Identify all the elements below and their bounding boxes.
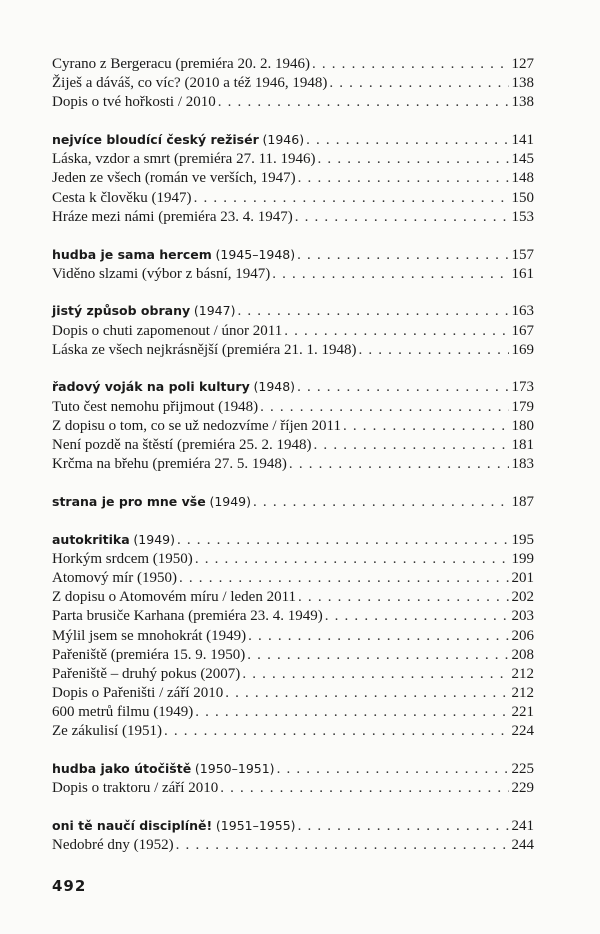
page-ref: 202 (511, 589, 534, 606)
dot-leader (164, 723, 509, 740)
page-ref: 229 (511, 780, 534, 797)
toc-section-heading (52, 132, 534, 151)
page-ref: 187 (511, 493, 534, 510)
entry-title: Ze zákulisí (1951) (52, 723, 162, 740)
toc-entry (52, 399, 534, 418)
section-title-text: strana je pro mne vše (52, 493, 206, 509)
table-of-contents (52, 56, 534, 856)
entry-title: Žiješ a dáváš, co víc? (2010 a též 1946, 1948) (52, 75, 328, 92)
page-ref: 150 (511, 189, 534, 206)
page-ref: 206 (511, 627, 534, 644)
toc-section-heading (52, 303, 534, 322)
toc-entry (52, 190, 534, 209)
page-ref: 161 (511, 265, 534, 282)
page-ref: 127 (511, 56, 534, 72)
dot-leader (312, 56, 509, 73)
entry-title: Dopis o traktoru / září 2010 (52, 780, 219, 797)
section-years: (1945–1948) (215, 246, 296, 262)
entry-title: Dopis o chuti zapomenout / únor 2011 (52, 322, 283, 339)
section-title-text: jistý způsob obrany (52, 303, 191, 319)
page-ref: 224 (511, 723, 534, 740)
entry-title: Dopis o Pařeništi / září 2010 (52, 685, 224, 702)
entry-title: Tuto čest nemohu přijmout (1948) (52, 398, 259, 415)
dot-leader (253, 494, 508, 511)
section-title (52, 303, 235, 320)
section-gap (52, 513, 534, 532)
page-ref: 203 (511, 608, 534, 625)
dot-leader (177, 532, 509, 549)
entry-title: Pařeniště (premiéra 15. 9. 1950) (52, 646, 246, 663)
dot-leader (298, 589, 508, 606)
section-years: (1949) (209, 493, 252, 509)
toc-entry (52, 209, 534, 228)
section-title-text: řadový voják na poli kultury (52, 379, 250, 395)
section-years: (1951–1955) (215, 818, 296, 833)
dot-leader (248, 628, 508, 645)
section-gap (52, 114, 534, 133)
dot-leader (329, 75, 508, 92)
dot-leader (225, 685, 508, 702)
dot-leader (358, 342, 508, 359)
entry-title: Pařeniště – druhý pokus (2007) (52, 665, 241, 682)
entry-title: Láska, vzdor a smrt (premiéra 27. 11. 1946) (52, 151, 316, 168)
section-title (52, 761, 275, 778)
toc-entry (52, 56, 534, 75)
dot-leader (343, 418, 509, 435)
dot-leader (298, 170, 509, 187)
entry-title: Láska ze všech nejkrásnější (premiéra 21. 1. 1948) (52, 341, 357, 358)
section-gap (52, 475, 534, 494)
toc-entry (52, 589, 534, 608)
dot-leader (318, 151, 509, 168)
entry-title: Mýlil jsem se mnohokrát (1949) (52, 627, 247, 644)
dot-leader (272, 266, 508, 283)
page-ref: 195 (511, 531, 534, 548)
toc-section-heading (52, 494, 534, 513)
page-ref: 212 (511, 685, 534, 702)
dot-leader (237, 303, 508, 320)
section-title (52, 818, 296, 835)
toc-entry (52, 323, 534, 342)
page-ref: 141 (511, 132, 534, 149)
toc-entry (52, 570, 534, 589)
dot-leader (325, 608, 509, 625)
section-title (52, 247, 295, 264)
section-title (52, 494, 251, 511)
page-ref: 244 (511, 837, 534, 854)
toc-entry (52, 666, 534, 685)
entry-title: Jeden ze všech (román ve verších, 1947) (52, 170, 296, 187)
dot-leader (289, 456, 509, 473)
page-ref: 181 (511, 437, 534, 453)
toc-entry (52, 94, 534, 113)
section-title-text: autokritika (52, 531, 130, 547)
dot-leader (314, 437, 509, 454)
section-title-text: hudba je sama hercem (52, 246, 212, 262)
dot-leader (176, 837, 509, 854)
toc-section-heading (52, 761, 534, 780)
page-ref: 138 (511, 75, 534, 92)
section-gap (52, 285, 534, 304)
toc-entry (52, 551, 534, 570)
section-title (52, 379, 295, 396)
section-years: (1949) (133, 531, 175, 547)
entry-title: Hráze mezi námi (premiéra 23. 4. 1947) (52, 208, 293, 225)
section-title (52, 132, 304, 149)
page-ref: 169 (511, 341, 534, 358)
toc-entry (52, 266, 534, 285)
page-ref: 225 (511, 761, 534, 778)
toc-section-heading (52, 247, 534, 266)
dot-leader (194, 190, 509, 207)
page-ref: 173 (511, 379, 534, 396)
dot-leader (297, 247, 508, 264)
dot-leader (306, 132, 508, 149)
entry-title: Není pozdě na štěstí (premiéra 25. 2. 1948) (52, 437, 312, 453)
dot-leader (179, 570, 509, 587)
page-ref: 179 (511, 398, 534, 415)
entry-title: Viděno slzami (výbor z básní, 1947) (52, 265, 271, 282)
section-gap (52, 743, 534, 762)
toc-entry (52, 75, 534, 94)
page-ref: 163 (511, 303, 534, 320)
dot-leader (298, 818, 509, 835)
dot-leader (220, 780, 508, 797)
dot-leader (277, 761, 509, 778)
section-title (52, 532, 175, 549)
section-years: (1946) (262, 132, 305, 148)
toc-entry (52, 723, 534, 742)
toc-entry (52, 418, 534, 437)
section-gap (52, 800, 534, 819)
page-ref: 157 (511, 246, 534, 263)
page-ref: 167 (511, 322, 534, 339)
page-ref: 180 (511, 417, 534, 434)
toc-entry (52, 456, 534, 475)
dot-leader (297, 379, 508, 396)
page-ref: 208 (511, 646, 534, 663)
dot-leader (195, 551, 509, 568)
dot-leader (247, 647, 508, 664)
page-ref: 153 (511, 208, 534, 225)
page-number: 492 (52, 877, 87, 895)
entry-title: Krčma na břehu (premiéra 27. 5. 1948) (52, 456, 287, 473)
dot-leader (260, 399, 508, 416)
toc-section-heading (52, 379, 534, 398)
page-ref: 221 (511, 704, 534, 721)
page-ref: 212 (511, 665, 534, 682)
toc-entry (52, 647, 534, 666)
section-title-text: hudba jako útočiště (52, 761, 192, 777)
dot-leader (242, 666, 508, 683)
page-ref: 145 (511, 151, 534, 168)
dot-leader (295, 209, 509, 226)
page-ref: 138 (511, 94, 534, 111)
toc-entry (52, 780, 534, 799)
toc-section-heading (52, 532, 534, 551)
entry-title: Horkým srdcem (1950) (52, 550, 193, 567)
section-years: (1947) (193, 303, 236, 319)
entry-title: Dopis o tvé hořkosti / 2010 (52, 94, 216, 111)
section-years: (1948) (253, 379, 296, 395)
toc-entry (52, 608, 534, 627)
entry-title: Nedobré dny (1952) (52, 837, 174, 854)
toc-entry (52, 151, 534, 170)
entry-title: Z dopisu o tom, co se už nedozvíme / říjen 2011 (52, 417, 341, 434)
toc-entry (52, 170, 534, 189)
page-ref: 183 (511, 456, 534, 473)
toc-entry (52, 837, 534, 856)
page-ref: 148 (511, 170, 534, 187)
page-ref: 199 (511, 550, 534, 567)
toc-entry (52, 628, 534, 647)
entry-title: Atomový mír (1950) (52, 569, 177, 586)
page-ref: 201 (511, 569, 534, 586)
dot-leader (218, 94, 509, 111)
entry-title: Cesta k člověku (1947) (52, 189, 192, 206)
section-gap (52, 228, 534, 247)
page-ref: 241 (511, 818, 534, 834)
toc-entry (52, 704, 534, 723)
entry-title: Cyrano z Bergeracu (premiéra 20. 2. 1946) (52, 56, 310, 72)
toc-entry (52, 342, 534, 361)
toc-section-heading (52, 818, 534, 837)
toc-entry (52, 685, 534, 704)
entry-title: Parta brusiče Karhana (premiéra 23. 4. 1949) (52, 608, 323, 625)
section-title-text: oni tě naučí disciplíně! (52, 818, 213, 833)
entry-title: 600 metrů filmu (1949) (52, 704, 194, 721)
section-years: (1950–1951) (194, 761, 275, 777)
section-gap (52, 361, 534, 380)
entry-title: Z dopisu o Atomovém míru / leden 2011 (52, 589, 297, 606)
dot-leader (195, 704, 508, 721)
section-title-text: nejvíce bloudící český režisér (52, 132, 259, 148)
dot-leader (284, 323, 508, 340)
toc-entry (52, 437, 534, 456)
